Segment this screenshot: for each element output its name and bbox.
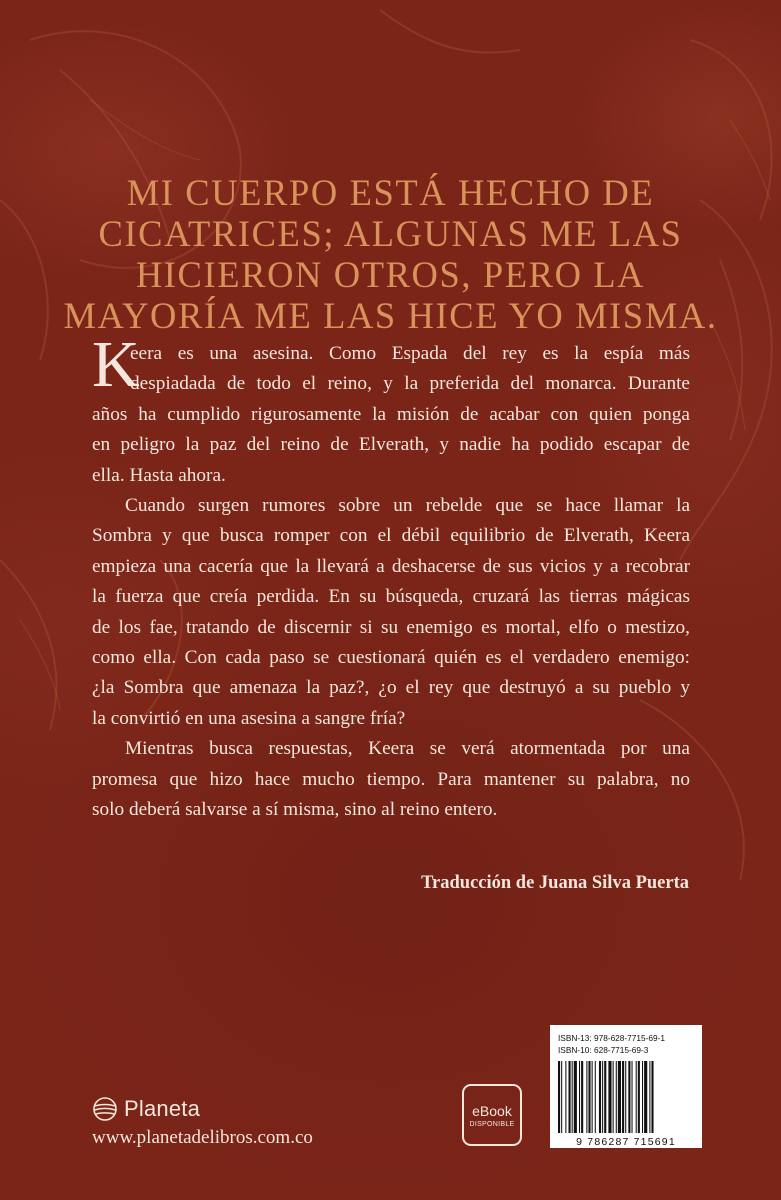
publisher-name: Planeta bbox=[124, 1096, 201, 1121]
synopsis-line: de los fae, tratando de discernir si su enemigo es mortal, elfo o mestizo, bbox=[92, 616, 690, 638]
quote-line: HICIERON OTROS, PERO LA bbox=[135, 254, 646, 295]
barcode-bar bbox=[632, 1061, 633, 1133]
quote-line: CICATRICES; ALGUNAS ME LAS bbox=[98, 213, 683, 254]
publisher-website: www.planetadelibros.com.co bbox=[92, 1127, 313, 1148]
isbn-barcode bbox=[550, 1025, 702, 1148]
synopsis-line: solo deberá salvarse a sí misma, sino al reino entero. bbox=[92, 799, 498, 821]
synopsis-line: ¿la Sombra que amenaza la paz?, ¿o el rey que destruyó a su pueblo y bbox=[92, 677, 690, 699]
barcode-bar bbox=[574, 1061, 577, 1133]
ebook-title: eBook bbox=[472, 1102, 512, 1119]
barcode-bar bbox=[569, 1061, 571, 1133]
barcode-bar bbox=[642, 1061, 643, 1133]
synopsis-line: años ha cumplido rigurosamente la misión de acabar con quien ponga bbox=[92, 403, 690, 425]
barcode-bar bbox=[628, 1061, 630, 1133]
barcode-bar bbox=[581, 1061, 583, 1133]
synopsis-line: eera es una asesina. Como Espada del rey es la espía más bbox=[130, 343, 690, 364]
barcode-bars bbox=[556, 1061, 696, 1135]
barcode-bar bbox=[613, 1061, 614, 1133]
barcode-bar bbox=[602, 1061, 603, 1133]
barcode-bar bbox=[561, 1061, 562, 1133]
barcode-bar bbox=[636, 1061, 637, 1133]
synopsis-line: Sombra y que busca romper con el débil equilibrio de Elverath, Keera bbox=[92, 525, 690, 547]
barcode-bar bbox=[651, 1061, 653, 1133]
synopsis-line: empieza una cacería que la llevará a deshacerse de sus vicios y a recobrar bbox=[92, 555, 690, 577]
barcode-bar bbox=[644, 1061, 647, 1133]
synopsis-line: en peligro la paz del reino de Elverath, y nadie ha podido escapar de bbox=[92, 434, 690, 456]
synopsis-line: Mientras busca respuestas, Keera se verá atormentada por una bbox=[125, 738, 690, 760]
publisher-logo bbox=[92, 1096, 200, 1122]
barcode-bar bbox=[588, 1061, 590, 1133]
barcode-bar bbox=[616, 1061, 617, 1133]
barcode-digits: 9 786287 715691 bbox=[576, 1136, 676, 1148]
barcode-bar bbox=[565, 1061, 566, 1133]
ebook-subtitle: DISPONIBLE bbox=[469, 1120, 515, 1128]
barcode-bar bbox=[625, 1061, 626, 1133]
planeta-globe-icon bbox=[92, 1096, 118, 1122]
barcode-bar bbox=[649, 1061, 650, 1133]
synopsis-line: como ella. Con cada paso se cuestionará quién es el verdadero enemigo: bbox=[92, 647, 690, 669]
barcode-bar bbox=[579, 1061, 580, 1133]
barcode-bar bbox=[586, 1061, 587, 1133]
ebook-badge bbox=[462, 1084, 522, 1146]
isbn10-label: ISBN-10: 628-7715-69-3 bbox=[558, 1045, 649, 1055]
barcode-bar bbox=[572, 1061, 573, 1133]
barcode-bar bbox=[592, 1061, 593, 1133]
synopsis-line: despiadada de todo el reino, y la preferida del monarca. Durante bbox=[130, 373, 690, 395]
barcode-bar bbox=[622, 1061, 624, 1133]
synopsis-line: la convirtió en una asesina a sangre fría? bbox=[92, 707, 406, 729]
quote-line: MAYORÍA ME LAS HICE YO MISMA. bbox=[63, 295, 718, 336]
synopsis-line: promesa que hizo hace mucho tiempo. Para mantener su palabra, no bbox=[92, 768, 690, 790]
translation-credit: Traducción de Juana Silva Puerta bbox=[421, 873, 689, 893]
quote-line: MI CUERPO ESTÁ HECHO DE bbox=[126, 172, 655, 213]
drop-cap: K bbox=[92, 328, 140, 401]
synopsis-line: ella. Hasta ahora. bbox=[92, 464, 226, 486]
cover-quote bbox=[60, 172, 721, 336]
barcode-bar bbox=[618, 1061, 621, 1133]
synopsis-line: la fuerza que creía perdida. En su búsqueda, cruzará las tierras mágicas bbox=[92, 586, 690, 608]
synopsis-line: Cuando surgen rumores sobre un rebelde que se hace llamar la bbox=[125, 495, 690, 517]
barcode-bar bbox=[558, 1061, 560, 1133]
barcode-bar bbox=[595, 1061, 596, 1133]
barcode-bar bbox=[608, 1061, 611, 1133]
barcode-bar bbox=[599, 1061, 601, 1133]
barcode-bar bbox=[638, 1061, 640, 1133]
barcode-bar bbox=[604, 1061, 606, 1133]
synopsis bbox=[92, 328, 690, 826]
isbn13-label: ISBN-13: 978-628-7715-69-1 bbox=[558, 1033, 666, 1043]
